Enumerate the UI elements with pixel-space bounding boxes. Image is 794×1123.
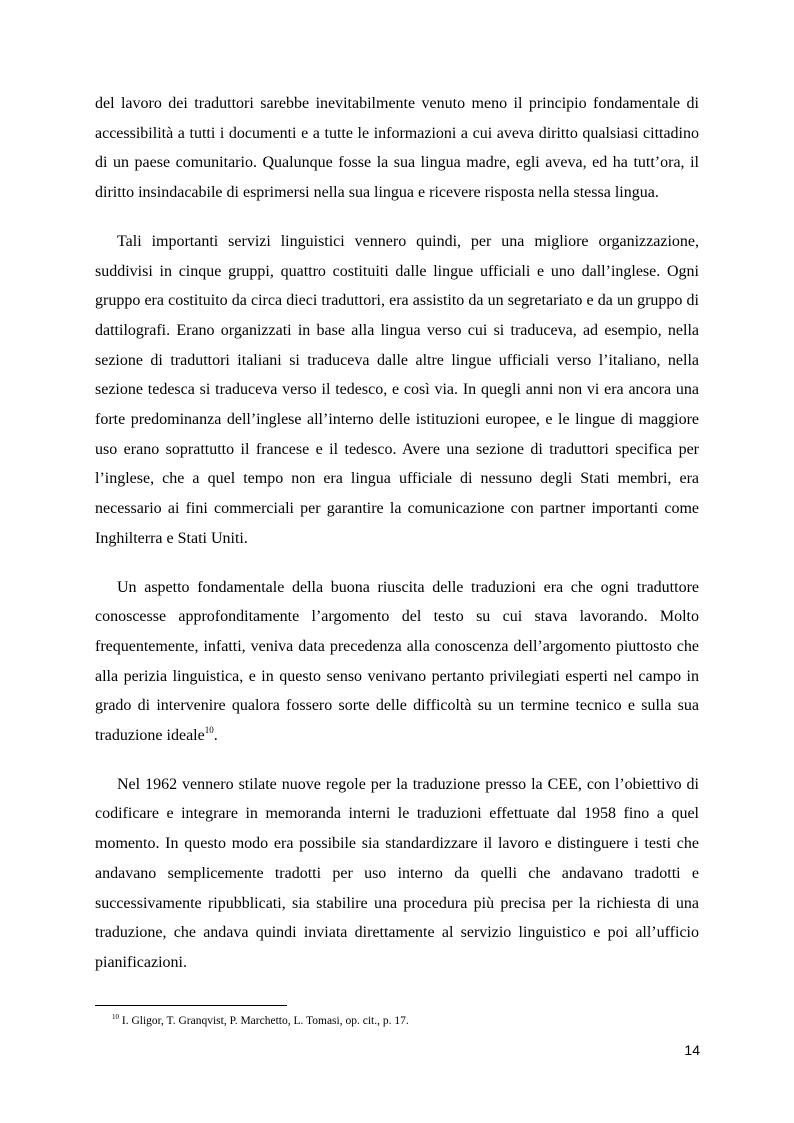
footnote-reference[interactable]: 10 bbox=[204, 725, 214, 736]
document-body bbox=[95, 89, 699, 997]
footnote-marker: 10 bbox=[112, 1013, 119, 1021]
page-number: 14 bbox=[684, 1042, 700, 1058]
footnote-text: I. Gligor, T. Granqvist, P. Marchetto, L. Tomasi, op. cit., p. 17. bbox=[119, 1015, 409, 1027]
paragraph-3 bbox=[95, 573, 699, 751]
paragraph-3-end: . bbox=[213, 727, 218, 745]
paragraph-2: Tali importanti servizi linguistici vennero quindi, per una migliore organizzazione, suddivisi in cinque gruppi, quattro costituiti dalle lingue ufficiali e uno dall’inglese. Ogni gruppo era costituito da circa dieci traduttori, era assistito da un segretariato e da un gruppo di dattilografi. Erano organizzati in base alla lingua verso cui si traduceva, ad esempio, nella sezione di traduttori italiani si traduceva dalle altre lingue ufficiali verso l’italiano, nella sezione tedesca si traduceva verso il tedesco, e così via. In quegli anni non vi era ancora una forte predominanza dell’inglese all’interno delle istituzioni europee, e le lingue di maggiore uso erano soprattutto il francese e il tedesco. Avere una sezione di traduttori specifica per l’inglese, che a quel tempo non era lingua ufficiale di nessuno degli Stati membri, era necessario ai fini commerciali per garantire la comunicazione con partner importanti come Inghilterra e Stati Uniti. bbox=[95, 232, 699, 547]
footnote-divider bbox=[95, 1005, 287, 1006]
paragraph-1: del lavoro dei traduttori sarebbe inevitabilmente venuto meno il principio fondamentale di accessibilità a tutti i documenti e a tutte le informazioni a cui aveva diritto qualsiasi cittadino di un paese comunitario. Qualunque fosse la sua lingua madre, egli aveva, ed ha tutt’ora, il diritto insindacabile di esprimersi nella sua lingua e ricevere risposta nella stessa lingua. bbox=[95, 95, 699, 202]
paragraph-3-text: Un aspetto fondamentale della buona riuscita delle traduzioni era che ogni traduttore conoscesse approfonditamente l’argomento del testo su cui stava lavorando. Molto frequentemente, infatti, veniva data precedenza alla conoscenza dell’argomento piuttosto che alla perizia linguistica, e in questo senso venivano pertanto privilegiati esperti nel campo in grado di intervenire qualora fossero sorte delle difficoltà su un termine tecnico e sulla sua traduzione ideale bbox=[95, 578, 699, 745]
paragraph-4: Nel 1962 vennero stilate nuove regole per la traduzione presso la CEE, con l’obiettivo di codificare e integrare in memoranda interni le traduzioni effettuate dal 1958 fino a quel momento. In questo modo era possibile sia standardizzare il lavoro e distinguere i testi che andavano semplicemente tradotti per uso interno da quelli che andavano tradotti e successivamente ripubblicati, sia stabilire una procedura più precisa per la richiesta di una traduzione, che andava quindi inviata direttamente al servizio linguistico e poi all’ufficio pianificazioni. bbox=[95, 775, 699, 971]
footnote bbox=[112, 1013, 409, 1029]
